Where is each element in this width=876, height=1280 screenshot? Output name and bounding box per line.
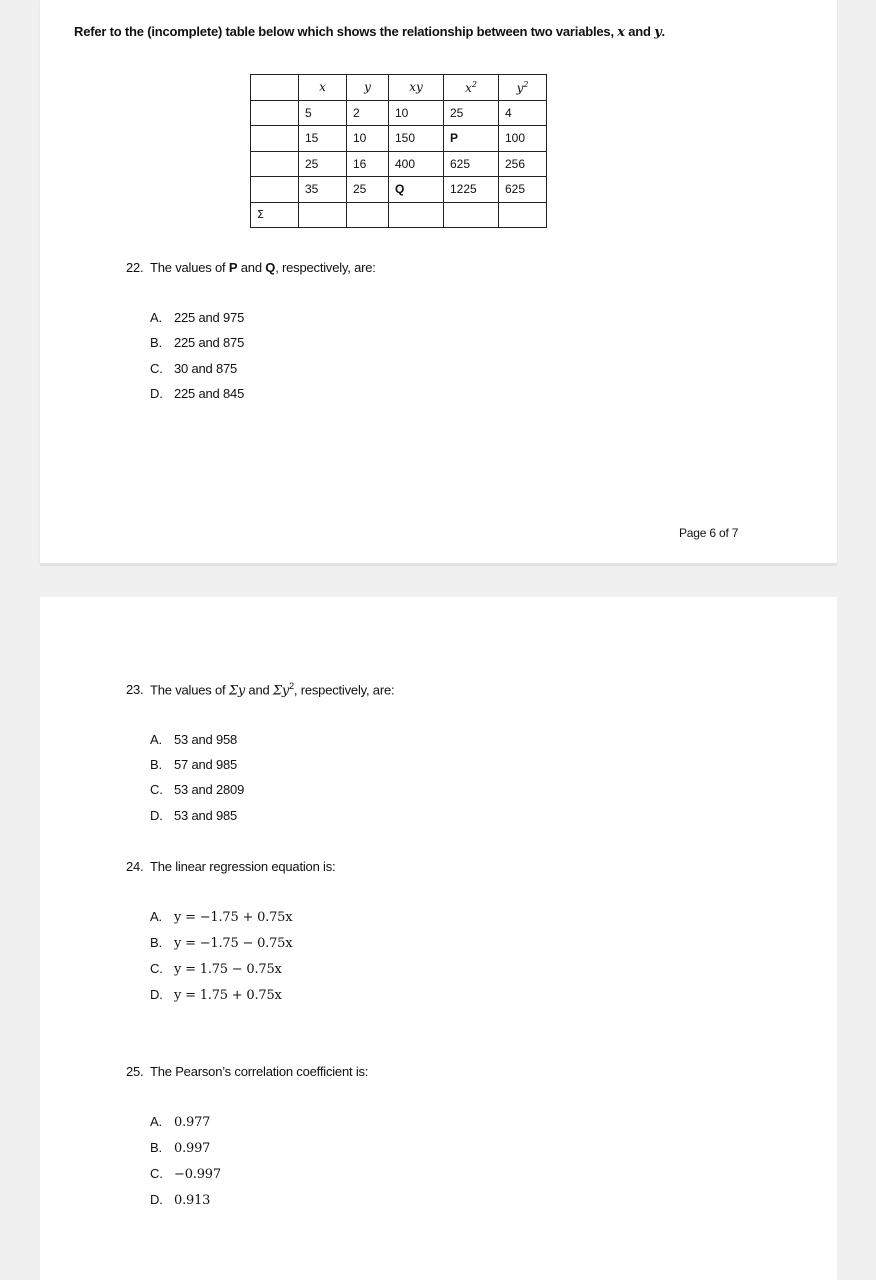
- sum-cell: [499, 202, 547, 228]
- option-equation: y = 1.75 + 0.75x: [174, 988, 282, 1003]
- page-number: Page 6 of 7: [679, 526, 739, 540]
- page-separator: [40, 563, 837, 566]
- sum-cell: [389, 202, 444, 228]
- q25-option-d: [150, 1192, 210, 1208]
- table-cell: 25: [347, 177, 389, 203]
- option-text: 53 and 2809: [174, 782, 245, 797]
- option-equation: y = 1.75 − 0.75x: [174, 962, 282, 977]
- q24-option-c: [150, 961, 282, 977]
- table-cell: 10: [389, 100, 444, 126]
- table-cell-unknown-q: Q: [389, 177, 444, 203]
- option-letter: A.: [150, 732, 162, 747]
- table-row: [251, 177, 547, 203]
- option-letter: B.: [150, 335, 162, 350]
- intro-var-y: y: [654, 25, 662, 40]
- question-number: 22.: [126, 260, 144, 275]
- option-letter: D.: [150, 808, 163, 823]
- option-text: 0.977: [174, 1115, 211, 1130]
- q25-option-b: [150, 1140, 210, 1156]
- q24-option-a: [150, 909, 292, 925]
- q23-option-b: [150, 757, 237, 772]
- table-cell: 100: [499, 126, 547, 152]
- sum-y2: Σy: [272, 683, 290, 699]
- var-p: P: [228, 260, 238, 275]
- option-letter: C.: [150, 361, 163, 376]
- intro-and: and: [624, 24, 655, 39]
- header-x2-base: x: [465, 80, 472, 95]
- option-text: 53 and 985: [174, 808, 238, 823]
- q25-option-c: [150, 1166, 221, 1182]
- question-text: The linear regression equation is:: [150, 859, 336, 874]
- option-letter: C.: [150, 1166, 163, 1181]
- question-22: [126, 260, 376, 275]
- option-text: −0.997: [174, 1167, 221, 1182]
- q22-option-c: [150, 361, 237, 376]
- option-letter: D.: [150, 386, 163, 401]
- table-cell: 5: [299, 100, 347, 126]
- option-text: 225 and 975: [174, 310, 245, 325]
- question-text: The values of: [150, 682, 229, 698]
- header-y2-base: y: [516, 80, 524, 95]
- option-letter: C.: [150, 961, 163, 976]
- option-text: 57 and 985: [174, 757, 238, 772]
- option-text: 225 and 875: [174, 335, 245, 350]
- header-cell-blank: [251, 75, 299, 101]
- table-cell: 25: [299, 151, 347, 177]
- sum-cell: [299, 202, 347, 228]
- question-text: The Pearson’s correlation coefficient is:: [150, 1064, 369, 1079]
- table-cell: 16: [347, 151, 389, 177]
- option-letter: D.: [150, 987, 163, 1002]
- sum-label: Σ: [251, 202, 299, 228]
- table-cell: 25: [444, 100, 499, 126]
- q22-option-d: [150, 386, 244, 401]
- data-table: [250, 74, 547, 228]
- option-letter: D.: [150, 1192, 163, 1207]
- q22-option-a: [150, 310, 244, 325]
- table-cell: [251, 126, 299, 152]
- question-text: , respectively, are:: [293, 682, 395, 698]
- option-letter: A.: [150, 1114, 162, 1129]
- header-cell-y: y: [347, 75, 389, 101]
- header-x2-exponent: 2: [471, 79, 477, 89]
- question-text: , respectively, are:: [275, 260, 376, 275]
- table-row: [251, 126, 547, 152]
- option-text: 0.997: [174, 1141, 211, 1156]
- table-cell: 625: [499, 177, 547, 203]
- question-number: 24.: [126, 859, 144, 874]
- intro-text: [74, 24, 665, 40]
- table-cell: 10: [347, 126, 389, 152]
- option-letter: B.: [150, 1140, 162, 1155]
- question-text: The values of: [150, 260, 229, 275]
- question-text: and: [237, 260, 266, 275]
- option-letter: C.: [150, 782, 163, 797]
- sum-cell: [347, 202, 389, 228]
- option-equation: y = −1.75 + 0.75x: [174, 910, 293, 925]
- var-q: Q: [265, 260, 276, 275]
- option-text: 0.913: [174, 1193, 211, 1208]
- question-24: [126, 859, 335, 874]
- table-row: [251, 100, 547, 126]
- table-cell: [251, 177, 299, 203]
- q22-option-b: [150, 335, 244, 350]
- header-cell-x2: [444, 75, 499, 101]
- header-cell-xy: xy: [389, 75, 444, 101]
- sum-y: Σy: [228, 683, 245, 699]
- q24-option-b: [150, 935, 292, 951]
- q23-option-c: [150, 782, 244, 797]
- table-cell: 2: [347, 100, 389, 126]
- table-cell: 15: [299, 126, 347, 152]
- table-row: [251, 151, 547, 177]
- question-25: [126, 1064, 368, 1079]
- table-cell: 35: [299, 177, 347, 203]
- option-text: 53 and 958: [174, 732, 238, 747]
- table-cell: 256: [499, 151, 547, 177]
- option-equation: y = −1.75 − 0.75x: [174, 936, 293, 951]
- option-letter: B.: [150, 935, 162, 950]
- q23-option-a: [150, 732, 237, 747]
- intro-var-x: x: [617, 25, 625, 40]
- q25-option-a: [150, 1114, 210, 1130]
- question-number: 23.: [126, 682, 144, 698]
- table-sum-row: [251, 202, 547, 228]
- header-y2-exponent: 2: [523, 79, 529, 89]
- option-letter: A.: [150, 909, 162, 924]
- question-23: [126, 681, 394, 698]
- header-cell-y2: [499, 75, 547, 101]
- table-cell: 4: [499, 100, 547, 126]
- option-letter: A.: [150, 310, 162, 325]
- table-cell: [251, 151, 299, 177]
- table-cell: 400: [389, 151, 444, 177]
- table-cell: 1225: [444, 177, 499, 203]
- question-text: and: [245, 682, 273, 698]
- table-header-row: [251, 75, 547, 101]
- sum-y2-exponent: 2: [289, 681, 294, 691]
- question-number: 25.: [126, 1064, 144, 1079]
- option-text: 30 and 875: [174, 361, 238, 376]
- q23-option-d: [150, 808, 237, 823]
- option-text: 225 and 845: [174, 386, 245, 401]
- intro-suffix: .: [661, 24, 665, 39]
- table-cell: 150: [389, 126, 444, 152]
- intro-prefix: Refer to the (incomplete) table below which shows the relationship between two variables,: [74, 24, 618, 39]
- header-cell-x: x: [299, 75, 347, 101]
- q24-option-d: [150, 987, 282, 1003]
- table-cell-unknown-p: P: [444, 126, 499, 152]
- option-letter: B.: [150, 757, 162, 772]
- table-cell: 625: [444, 151, 499, 177]
- table-cell: [251, 100, 299, 126]
- sum-cell: [444, 202, 499, 228]
